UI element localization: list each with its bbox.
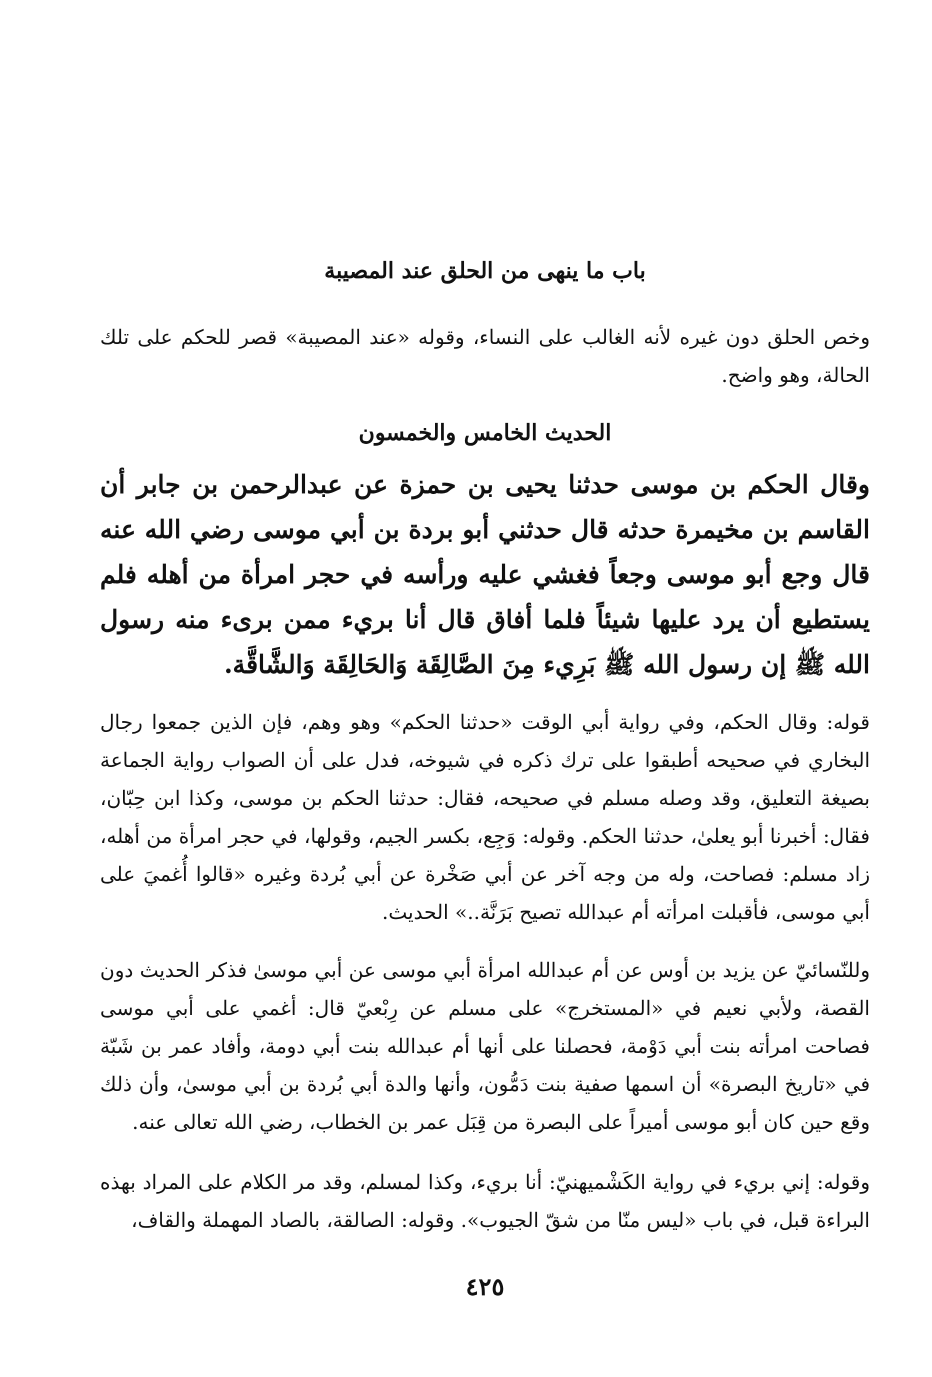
- book-page: [100, 0, 870, 1377]
- chapter-title: باب ما ينهى من الحلق عند المصيبة: [324, 258, 646, 284]
- hadith-text: وقال الحكم بن موسى حدثنا يحيى بن حمزة عن عبدالرحمن بن جابر أن القاسم بن مخيمرة حدثه قال حدثني أبو بردة بن أبي موسى رضي الله عنه قال وجع أبو موسى وجعاً فغشي عليه ورأسه في حجر امرأة من أهله فلم يستطيع أن يرد عليها شيئاً فلما أفاق قال أنا بريء ممن برىء منه رسول الله ﷺ إن رسول الله ﷺ بَرِيء مِنَ الصَّالِقَة وَالحَالِقَة وَالشَّاقَّة.: [100, 470, 870, 679]
- intro-paragraph: وخص الحلق دون غيره لأنه الغالب على النساء، وقوله «عند المصيبة» قصر للحكم على تلك الحالة، وهو واضح.: [100, 325, 870, 387]
- hadith-heading: الحديث الخامس والخمسون: [358, 420, 612, 446]
- commentary-paragraph: وللنّسائيّ عن يزيد بن أوس عن أم عبدالله امرأة أبي موسى عن أبي موسىٰ فذكر الحديث دون القصة، ولأبي نعيم في «المستخرج» على مسلم عن رِبْعيّ قال: أغمي على أبي موسى فصاحت امرأته بنت أبي دَوْمة، فحصلنا على أنها أم عبدالله بنت أبي دومة، وأفاد عمر بن شَبّة في «تاريخ البصرة» أن اسمها صفية بنت دَمُّون، وأنها والدة أبي بُردة بن أبي موسىٰ، وأن ذلك وقع حين كان أبو موسى أميراً على البصرة من قِبَل عمر بن الخطاب، رضي الله تعالى عنه.: [100, 958, 870, 1134]
- page-number: ٤٢٥: [465, 1272, 505, 1301]
- commentary-paragraph: وقوله: إني بريء في رواية الكَشْميهنيّ: أنا بريء، وكذا لمسلم، وقد مر الكلام على المراد بهذه البراءة قبل، في باب «ليس منّا من شقّ الجيوب». وقوله: الصالقة، بالصاد المهملة والقاف،: [100, 1170, 870, 1232]
- commentary-paragraph: قوله: وقال الحكم، وفي رواية أبي الوقت «حدثنا الحكم» وهو وهم، فإن الذين جمعوا رجال البخاري في صحيحه أطبقوا على ترك ذكره في شيوخه، فدل على أن الصواب رواية الجماعة بصيغة التعليق، وقد وصله مسلم في صحيحه، فقال: حدثنا الحكم بن موسى، وكذا ابن حِبّان، فقال: أخبرنا أبو يعلىٰ، حدثنا الحكم. وقوله: وَجِع، بكسر الجيم، وقولها، في حجر امرأة من أهله، زاد مسلم: فصاحت، وله من وجه آخر عن أبي صَخْرة عن أبي بُردة وغيره «قالوا أُغميَ على أبي موسى، فأقبلت امرأته أم عبدالله تصيح بَرَنَّة..» الحديث.: [100, 710, 870, 924]
